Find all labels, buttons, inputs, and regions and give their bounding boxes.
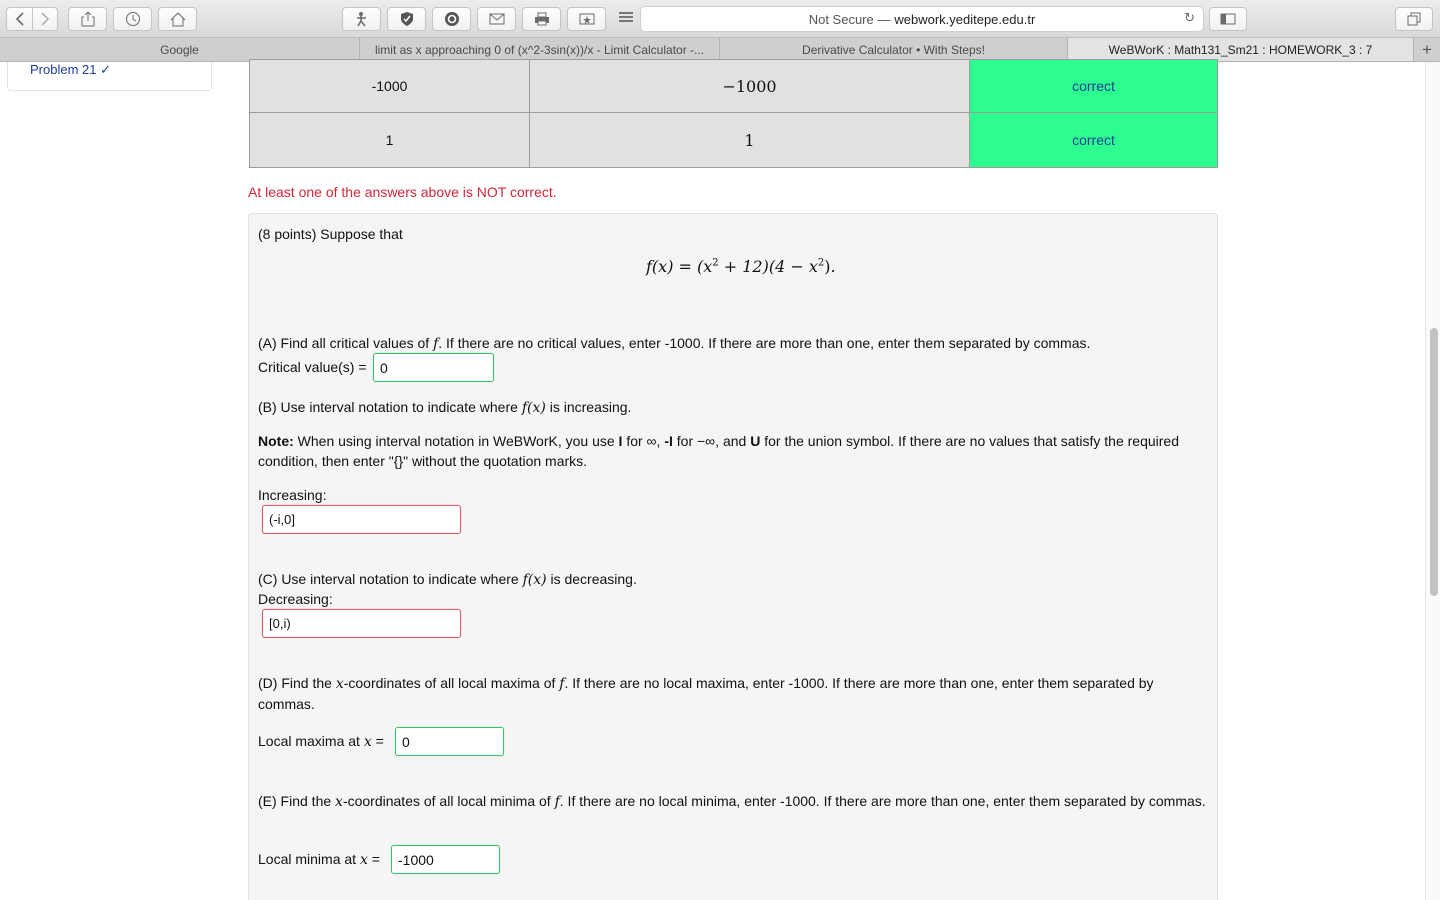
part-b-question: (B) Use interval notation to indicate where f(x) is increasing. bbox=[258, 399, 632, 416]
mail-icon bbox=[489, 13, 505, 25]
decreasing-label: Decreasing: bbox=[258, 591, 333, 607]
tab-webwork[interactable]: WeBWorK : Math131_Sm21 : HOMEWORK_3 : 7 bbox=[1068, 38, 1414, 61]
tab-derivative-calculator[interactable]: Derivative Calculator • With Steps! bbox=[720, 38, 1068, 61]
critical-values-input[interactable]: 0 bbox=[373, 353, 494, 382]
table-row bbox=[250, 112, 1217, 167]
bookmark-button[interactable] bbox=[567, 7, 606, 31]
forward-button[interactable] bbox=[32, 8, 57, 30]
tab-overview-button[interactable] bbox=[1395, 7, 1433, 31]
sidebar-toggle-button[interactable] bbox=[1209, 7, 1247, 31]
share-icon bbox=[81, 11, 95, 27]
share-button[interactable] bbox=[68, 7, 107, 31]
figure-icon bbox=[355, 11, 369, 27]
printer-icon bbox=[534, 12, 550, 26]
problem-list-panel bbox=[7, 62, 212, 91]
result-cell: correct bbox=[970, 113, 1217, 167]
g-circle-icon bbox=[444, 11, 460, 27]
critical-values-label: Critical value(s) = bbox=[258, 359, 367, 375]
decreasing-input[interactable]: [0,i) bbox=[262, 609, 461, 638]
incorrect-warning: At least one of the answers above is NOT correct. bbox=[248, 184, 557, 200]
table-row bbox=[250, 60, 1217, 112]
chevron-left-icon bbox=[15, 12, 25, 26]
shield-icon bbox=[400, 11, 414, 27]
problem-21-link[interactable]: Problem 21 ✓ bbox=[30, 62, 111, 77]
part-e-question: (E) Find the x-coordinates of all local minima of f. If there are no local minima, enter -1000. If there are more than one, enter them separated by commas. bbox=[258, 793, 1206, 810]
increasing-label: Increasing: bbox=[258, 487, 327, 503]
history-icon bbox=[125, 11, 141, 27]
local-minima-input[interactable]: -1000 bbox=[391, 845, 500, 874]
grammar-extension-button[interactable] bbox=[432, 7, 471, 31]
tab-google[interactable]: Google bbox=[0, 38, 360, 61]
shield-extension-button[interactable] bbox=[387, 7, 426, 31]
address-host: webwork.yeditepe.edu.tr bbox=[894, 11, 1036, 27]
sidebar-icon bbox=[1220, 13, 1236, 25]
tabs-icon bbox=[1407, 12, 1421, 26]
part-d-question: (D) Find the x-coordinates of all local maxima of f. If there are no local maxima, enter -1000. If there are more than one, enter them separated by commas. bbox=[258, 675, 1154, 712]
accessibility-extension-button[interactable] bbox=[342, 7, 381, 31]
function-formula: $f(x) = (x^2 + 12)(4 - x^2)$. bbox=[646, 257, 836, 276]
part-c-question: (C) Use interval notation to indicate where f(x) is decreasing. bbox=[258, 571, 637, 588]
chevron-right-icon bbox=[40, 12, 50, 26]
print-button[interactable] bbox=[522, 7, 561, 31]
back-button[interactable] bbox=[7, 8, 32, 30]
local-maxima-label: Local maxima at x = bbox=[258, 733, 384, 750]
entered-cell: 1 bbox=[250, 113, 530, 167]
answer-results-table bbox=[249, 59, 1218, 168]
entered-cell: -1000 bbox=[250, 60, 530, 112]
scrollbar-thumb[interactable] bbox=[1430, 328, 1438, 596]
reload-icon[interactable]: ↻ bbox=[1184, 11, 1195, 26]
increasing-input[interactable]: (-i,0] bbox=[262, 505, 461, 534]
security-label: Not Secure — bbox=[808, 11, 891, 27]
local-maxima-input[interactable]: 0 bbox=[395, 727, 504, 756]
result-cell: correct bbox=[970, 60, 1217, 112]
problem-intro: (8 points) Suppose that bbox=[258, 226, 403, 242]
local-minima-label: Local minima at x = bbox=[258, 851, 380, 868]
problem-box bbox=[248, 213, 1218, 900]
reader-list-icon[interactable] bbox=[619, 12, 633, 24]
tab-limit-calculator[interactable]: limit as x approaching 0 of (x^2-3sin(x))/x - Limit Calculator -... bbox=[360, 38, 720, 61]
browser-toolbar bbox=[0, 0, 1440, 38]
preview-cell: 1 bbox=[530, 113, 970, 167]
home-button[interactable] bbox=[158, 7, 197, 31]
history-button[interactable] bbox=[113, 7, 152, 31]
new-tab-plus-icon[interactable]: + bbox=[1422, 39, 1432, 59]
vertical-scrollbar[interactable] bbox=[1425, 62, 1440, 900]
bookmark-star-icon bbox=[579, 13, 595, 25]
part-a-question: (A) Find all critical values of f. If there are no critical values, enter -1000. If there are more than one, enter them separated by commas. bbox=[258, 335, 1091, 352]
address-bar[interactable] bbox=[640, 6, 1204, 32]
home-icon bbox=[170, 12, 186, 27]
nav-buttons bbox=[6, 7, 58, 31]
interval-notation-note: Note: When using interval notation in WeBWorK, you use I for ∞, -I for −∞, and U for the union symbol. If there are no values that satisfy the required condition, then enter "{}" without the quotation marks. bbox=[258, 433, 1180, 469]
mail-button[interactable] bbox=[477, 7, 516, 31]
preview-cell: −1000 bbox=[530, 60, 970, 112]
